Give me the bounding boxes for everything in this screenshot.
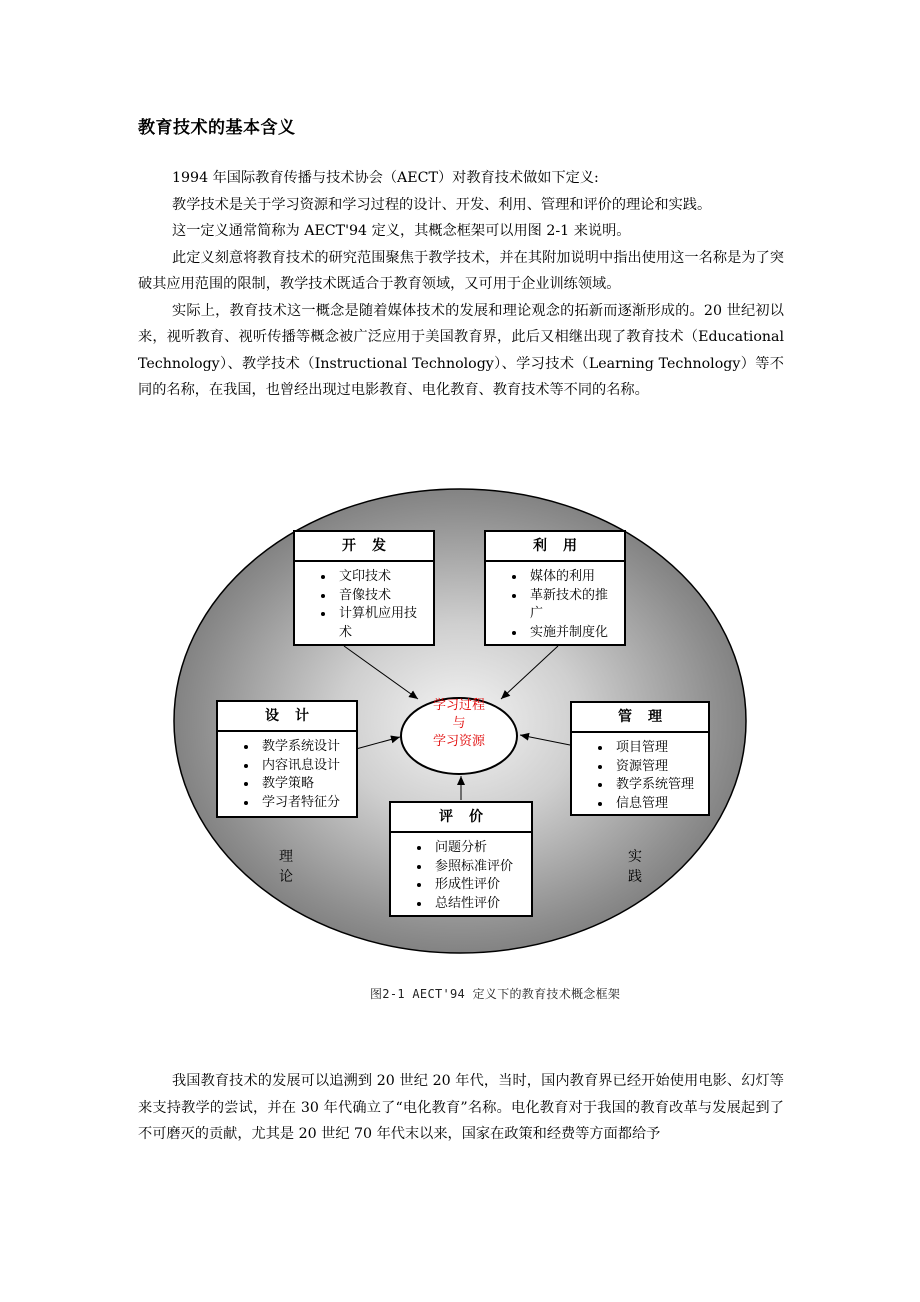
- management-box: [570, 701, 710, 816]
- list-item: • 计算机应用技术: [335, 605, 425, 642]
- list-item: • 教学策略: [258, 775, 348, 794]
- list-item: • 参照标准评价: [431, 858, 523, 877]
- intro-text: [138, 165, 784, 404]
- list-item: • 项目管理: [612, 739, 700, 758]
- section-heading: 教育技术的基本含义: [138, 118, 296, 138]
- box-title: 评价: [391, 803, 531, 833]
- list-item: • 革新技术的推广: [526, 587, 616, 624]
- list-item: • 文印技术: [335, 568, 425, 587]
- paragraph: 这一定义通常简称为 AECT'94 定义，其概念框架可以用图 2-1 来说明。: [172, 223, 631, 239]
- list-item: • 形成性评价: [431, 876, 523, 895]
- box-title: 管理: [572, 703, 708, 733]
- evaluation-box: [389, 801, 533, 917]
- paragraph: 1994 年国际教育传播与技术协会（AECT）对教育技术做如下定义:: [172, 170, 599, 186]
- list-item: • 教学系统管理: [612, 776, 700, 795]
- box-list: [572, 733, 708, 817]
- list-item: • 实施并制度化: [526, 624, 616, 643]
- list-item: • 媒体的利用: [526, 568, 616, 587]
- paragraph: 此定义刻意将教育技术的研究范围聚焦于教学技术，并在其附加说明中指出使用这一名称是为了突破其应用范围的限制，教学技术既适合于教育领域，又可用于企业训练领域。: [138, 249, 784, 292]
- box-list: [391, 833, 531, 917]
- paragraph: 我国教育技术的发展可以追溯到 20 世纪 20 年代，当时，国内教育界已经开始使用电影、幻灯等来支持教学的尝试，并在 30 年代确立了“电化教育”名称。电化教育对于我国的教育改革与发展起到了不可磨灭的贡献，尤其是 20 世纪 70 年代末以来，国家在政策和经费等方面都给予: [138, 1073, 784, 1142]
- box-title: 利用: [486, 532, 624, 562]
- bottom-text: [138, 1068, 784, 1148]
- list-item: • 内容讯息设计: [258, 757, 348, 776]
- list-item: • 资源管理: [612, 758, 700, 777]
- center-line: 与: [452, 716, 466, 731]
- box-title: 设计: [218, 702, 356, 732]
- design-box: [216, 700, 358, 818]
- center-label: [409, 697, 509, 751]
- list-item: • 信息管理: [612, 795, 700, 814]
- box-list: [295, 562, 433, 646]
- utilization-box: [484, 530, 626, 646]
- box-list: [218, 732, 356, 816]
- list-item: • 总结性评价: [431, 895, 523, 914]
- figure-caption: 图2-1 AECT'94 定义下的教育技术概念框架: [370, 987, 621, 1001]
- list-item: • 问题分析: [431, 839, 523, 858]
- box-list: [486, 562, 624, 646]
- development-box: [293, 530, 435, 646]
- box-title: 开发: [295, 532, 433, 562]
- center-line: 学习过程: [432, 698, 485, 713]
- list-item: • 音像技术: [335, 587, 425, 606]
- concept-framework-diagram: [172, 487, 748, 955]
- practice-label: 实践: [628, 849, 642, 885]
- paragraph: 教学技术是关于学习资源和学习过程的设计、开发、利用、管理和评价的理论和实践。: [172, 196, 712, 213]
- list-item: • 教学系统设计: [258, 738, 348, 757]
- center-line: 学习资源: [432, 734, 485, 749]
- paragraph: 实际上，教育技术这一概念是随着媒体技术的发展和理论观念的拓新而逐渐形成的。20 世纪初以来，视听教育、视听传播等概念被广泛应用于美国教育界，此后又相继出现了教育技术（Educational Technology）、教学技术（Instructional Technology）、学习技术（Learning Technology）等不同的名称，在我国，也曾经出现过电影教育、电化教育、教育技术等不同的名称。: [138, 302, 784, 398]
- theory-label: 理论: [279, 849, 293, 885]
- list-item: • 学习者特征分: [258, 794, 348, 813]
